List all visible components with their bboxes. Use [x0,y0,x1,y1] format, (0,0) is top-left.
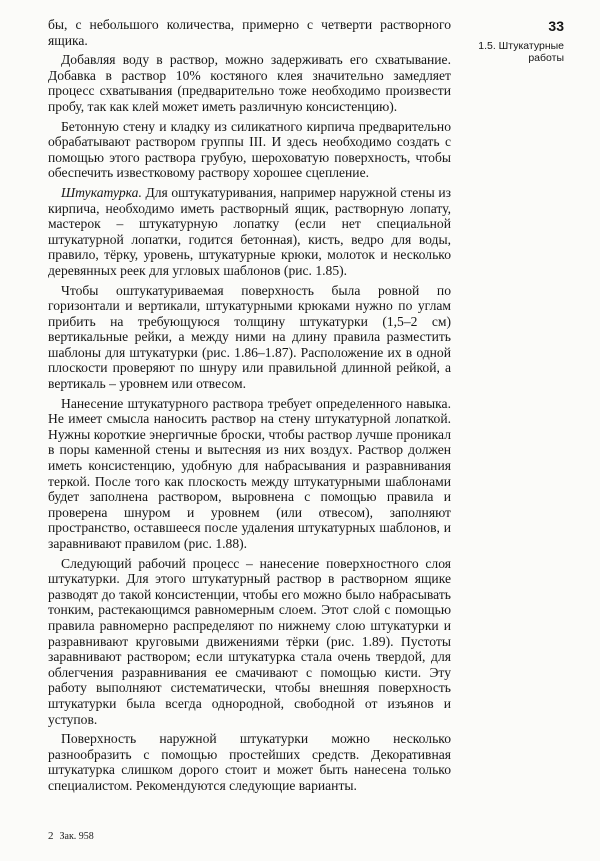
paragraph-text: Для оштукатуривания, например наружной стены из кирпича, необходимо иметь растворный ящик, растворную лопату, мастерок – штукатурную лопатку (если нет специальной штукатурной лопатки, годится бетонная), кисть, ведро для воды, правило, тёрку, уровень, штукатурные крюки, молоток и несколько деревянных реек для угловых шаблонов (рис. 1.85). [48,184,451,278]
running-head-line: работы [528,52,564,64]
signature-number: 2 [48,830,54,842]
paragraph: Поверхность наружной штукатурки можно несколько разнообразить с помощью простейших средств. Декоративная штукатурка слишком дорого стоит и может быть нанесена только специалистом. Рекомендуются следующие варианты. [48,731,451,793]
paragraph: Следующий рабочий процесс – нанесение поверхностного слоя штукатурки. Для этого штукатурный раствор в растворном ящике разводят до такой консистенции, чтобы его можно было набрасывать тонким, растекающимся равномерным слоем. Этот слой с помощью правила равномерно распределяют по нижнему слою штукатурки и разравнивают круговыми движениями тёрки (рис. 1.89). Пустоты заравнивают раствором; если штукатурка стала очень твердой, для облегчения разравнивания ее смачивают с помощью кисти. Эту работу выполняют систематически, чтобы внешняя поверхность штукатурки была всегда однородной, свободной от изъянов и уступов. [48,555,451,727]
page-number: 33 [548,18,564,34]
printer-signature [48,830,94,842]
body-text-column [48,17,451,798]
running-head [454,40,564,64]
order-mark: Зак. 958 [59,831,94,842]
paragraph: Нанесение штукатурного раствора требует определенного навыка. Не имеет смысла наносить раствор на стену штукатурной лопаткой. Нужны короткие энергичные броски, чтобы раствор лучше проникал в поры каменной стены и вытесняя из них воздух. Раствор должен иметь консистенцию, удобную для набрасывания и разравнивания теркой. После того как плоскость между штукатурными шаблонами будет заполнена раствором, выровнена с помощью правила и проверена шнуром и уровнем (или отвесом), заполняют пространство, оставшееся после удаления штукатурных шаблонов, и заравнивают правилом (рис. 1.88). [48,395,451,551]
paragraph: бы, с небольшого количества, примерно с четверти растворного ящика. [48,17,451,48]
running-head-line: 1.5. Штукатурные [478,40,564,52]
paragraph: Бетонную стену и кладку из силикатного кирпича предварительно обрабатывают раствором группы III. И здесь необходимо создать с помощью этого раствора грубую, шероховатую поверхность, чтобы обеспечить известковому раствору хорошее сцепление. [48,118,451,181]
section-term: Штукатурка. [61,184,142,200]
paragraph: Добавляя воду в раствор, можно задерживать его схватывание. Добавка в раствор 10% костяного клея значительно замедляет процесс схватывания (предварительно тоже необходимо произвести пробу, так как клей может иметь различную консистенцию). [48,52,451,114]
paragraph: Чтобы оштукатуриваемая поверхность была ровной по горизонтали и вертикали, штукатурными крюками нужно по углам прибить на требующуюся толщину штукатурки (1,5–2 см) вертикальные рейки, а между ними на длину правила разместить шаблоны для штукатурки (рис. 1.86–1.87). Расположение их в одной плоскости проверяют по шнуру или правильной длинной рейкой, а вертикаль – уровнем или отвесом. [48,282,451,392]
paragraph [48,185,451,279]
